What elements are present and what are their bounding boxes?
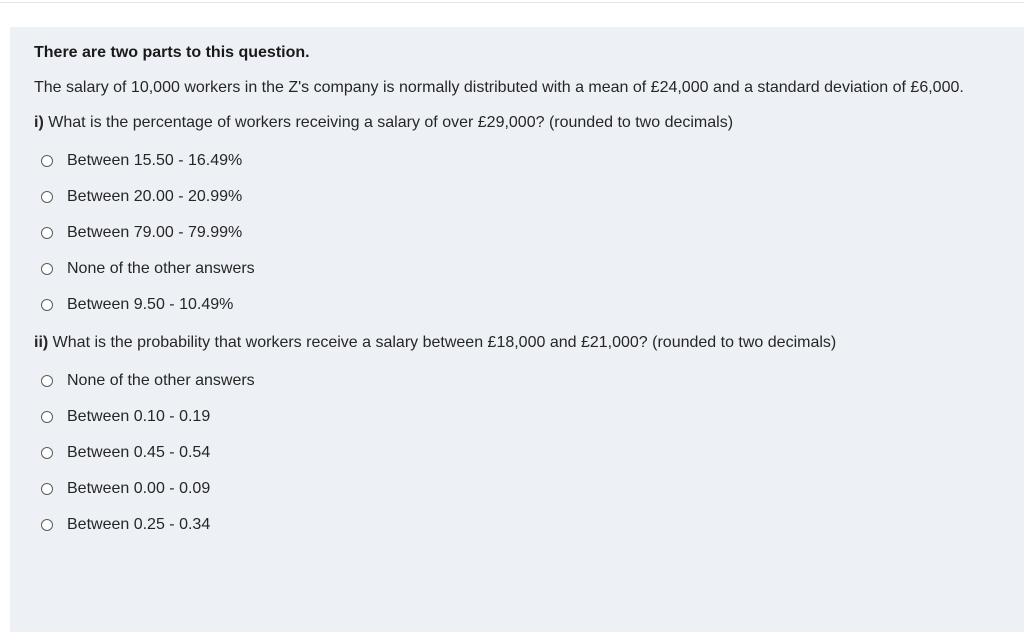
question-stem: The salary of 10,000 workers in the Z's company is normally distributed with a mean of £24,000 and a standard deviation of £6,000. (34, 79, 964, 96)
question-content (34, 43, 994, 543)
option-label: None of the other answers (67, 260, 255, 277)
part2-question-text: What is the probability that workers receive a salary between £18,000 and £21,000? (rounded to two decimals) (52, 334, 837, 351)
part1-label: i) (34, 114, 44, 131)
question-panel (10, 27, 1024, 632)
part2-label: ii) (34, 334, 49, 351)
part1-question (34, 113, 994, 133)
part1-option-3[interactable] (34, 215, 994, 251)
option-label: None of the other answers (67, 372, 255, 389)
part1-option-2[interactable] (34, 179, 994, 215)
part2-option-5[interactable] (34, 507, 994, 543)
option-label: Between 0.00 - 0.09 (67, 480, 211, 497)
part1-option-4[interactable] (34, 251, 994, 287)
option-label: Between 15.50 - 16.49% (67, 152, 243, 169)
option-label: Between 9.50 - 10.49% (67, 296, 234, 313)
radio-button-icon[interactable] (41, 191, 53, 203)
part1-option-5[interactable] (34, 287, 994, 323)
option-label: Between 20.00 - 20.99% (67, 188, 243, 205)
option-label: Between 0.10 - 0.19 (67, 408, 211, 425)
radio-button-icon[interactable] (41, 411, 53, 423)
part1-options (34, 143, 994, 323)
radio-button-icon[interactable] (41, 227, 53, 239)
option-label: Between 79.00 - 79.99% (67, 224, 243, 241)
radio-button-icon[interactable] (41, 155, 53, 167)
part2-option-3[interactable] (34, 435, 994, 471)
radio-button-icon[interactable] (41, 483, 53, 495)
part2-question (34, 333, 994, 353)
part2-option-2[interactable] (34, 399, 994, 435)
radio-button-icon[interactable] (41, 447, 53, 459)
radio-button-icon[interactable] (41, 263, 53, 275)
part2-option-4[interactable] (34, 471, 994, 507)
question-intro: There are two parts to this question. (34, 44, 310, 61)
part2-option-1[interactable] (34, 363, 994, 399)
part2-options (34, 363, 994, 543)
top-divider (0, 2, 1024, 3)
part1-option-1[interactable] (34, 143, 994, 179)
radio-button-icon[interactable] (41, 519, 53, 531)
radio-button-icon[interactable] (41, 299, 53, 311)
option-label: Between 0.45 - 0.54 (67, 444, 211, 461)
part1-question-text: What is the percentage of workers receiving a salary of over £29,000? (rounded to two decimals) (48, 114, 734, 131)
option-label: Between 0.25 - 0.34 (67, 516, 211, 533)
radio-button-icon[interactable] (41, 375, 53, 387)
